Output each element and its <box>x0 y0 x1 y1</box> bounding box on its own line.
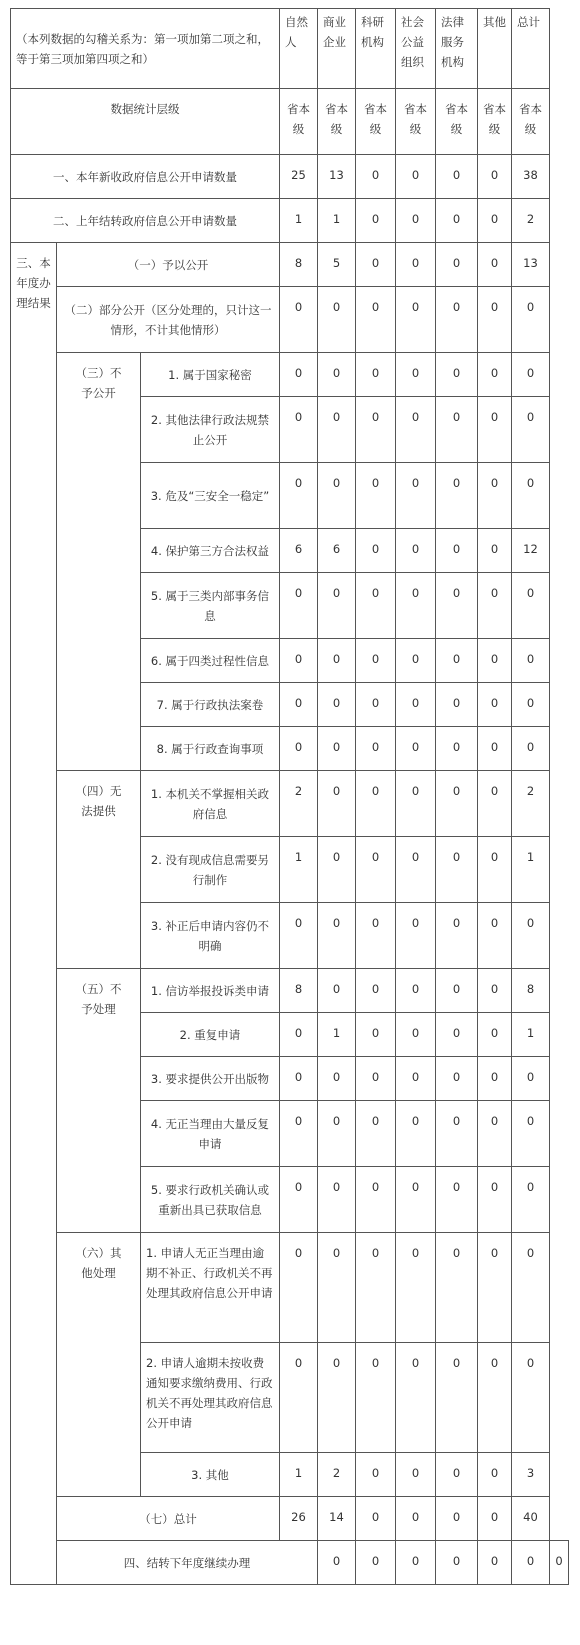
value-cell: 0 <box>396 1497 436 1541</box>
value-cell: 1 <box>280 1453 318 1497</box>
value-cell: 0 <box>478 199 512 243</box>
value-cell: 0 <box>356 639 396 683</box>
col-header: 自然人 <box>280 9 318 89</box>
row-label: 2. 重复申请 <box>141 1013 280 1057</box>
value-cell: 0 <box>478 771 512 837</box>
value-cell: 0 <box>318 1057 356 1101</box>
value-cell: 0 <box>512 727 550 771</box>
value-cell: 0 <box>396 1101 436 1167</box>
table-row <box>11 243 569 287</box>
table-row <box>11 1497 569 1541</box>
value-cell: 0 <box>436 1167 478 1233</box>
value-cell: 14 <box>318 1497 356 1541</box>
value-cell: 0 <box>436 529 478 573</box>
relation-note: （本列数据的勾稽关系为：第一项加第二项之和，等于第三项加第四项之和） <box>11 9 280 89</box>
table-row <box>11 771 569 837</box>
value-cell: 6 <box>280 529 318 573</box>
value-cell: 0 <box>396 1013 436 1057</box>
row-label: 一、本年新收政府信息公开申请数量 <box>11 155 280 199</box>
value-cell: 8 <box>280 243 318 287</box>
value-cell: 0 <box>478 969 512 1013</box>
group-label: （三）不予公开 <box>57 353 141 771</box>
value-cell: 0 <box>396 199 436 243</box>
table-row <box>11 155 569 199</box>
table-row <box>11 1233 569 1343</box>
value-cell: 25 <box>280 155 318 199</box>
value-cell: 0 <box>318 1233 356 1343</box>
value-cell: 0 <box>396 573 436 639</box>
row-label: 2. 申请人逾期未按收费通知要求缴纳费用、行政机关不再处理其政府信息公开申请 <box>141 1343 280 1453</box>
col-header: 科研机构 <box>356 9 396 89</box>
value-cell: 2 <box>318 1453 356 1497</box>
value-cell: 0 <box>436 463 478 529</box>
value-cell: 0 <box>478 903 512 969</box>
section-label: 三、本年度办理结果 <box>11 243 57 1585</box>
value-cell: 0 <box>356 1497 396 1541</box>
level-label: 数据统计层级 <box>11 89 280 155</box>
row-label: 二、上年结转政府信息公开申请数量 <box>11 199 280 243</box>
level-cell: 省本级 <box>436 89 478 155</box>
value-cell: 0 <box>478 683 512 727</box>
value-cell: 0 <box>280 1057 318 1101</box>
value-cell: 0 <box>478 573 512 639</box>
value-cell: 0 <box>356 771 396 837</box>
value-cell: 0 <box>436 1057 478 1101</box>
value-cell: 3 <box>512 1453 550 1497</box>
value-cell: 38 <box>512 155 550 199</box>
value-cell: 1 <box>280 837 318 903</box>
value-cell: 0 <box>356 683 396 727</box>
col-header: 法律服务机构 <box>436 9 478 89</box>
value-cell: 0 <box>318 463 356 529</box>
value-cell: 0 <box>436 1453 478 1497</box>
value-cell: 0 <box>396 639 436 683</box>
value-cell: 0 <box>396 155 436 199</box>
value-cell: 0 <box>436 573 478 639</box>
value-cell: 0 <box>396 771 436 837</box>
value-cell: 0 <box>356 1541 396 1585</box>
value-cell: 0 <box>356 837 396 903</box>
value-cell: 0 <box>280 573 318 639</box>
value-cell: 0 <box>478 287 512 353</box>
value-cell: 0 <box>280 1343 318 1453</box>
value-cell: 0 <box>512 1101 550 1167</box>
level-cell: 省本级 <box>478 89 512 155</box>
value-cell: 0 <box>512 903 550 969</box>
value-cell: 0 <box>318 639 356 683</box>
value-cell: 0 <box>396 1167 436 1233</box>
row-label: 4. 保护第三方合法权益 <box>141 529 280 573</box>
value-cell: 0 <box>396 529 436 573</box>
value-cell: 0 <box>396 903 436 969</box>
level-cell: 省本级 <box>318 89 356 155</box>
value-cell: 0 <box>436 243 478 287</box>
value-cell: 0 <box>318 903 356 969</box>
value-cell: 0 <box>478 1101 512 1167</box>
value-cell: 8 <box>512 969 550 1013</box>
value-cell: 0 <box>396 397 436 463</box>
col-header: 社会公益组织 <box>396 9 436 89</box>
value-cell: 1 <box>512 837 550 903</box>
value-cell: 0 <box>280 463 318 529</box>
value-cell: 0 <box>478 397 512 463</box>
value-cell: 6 <box>318 529 356 573</box>
col-header: 商业企业 <box>318 9 356 89</box>
value-cell: 0 <box>436 1101 478 1167</box>
value-cell: 0 <box>356 155 396 199</box>
value-cell: 0 <box>396 243 436 287</box>
row-label: 3. 其他 <box>141 1453 280 1497</box>
row-label: （二）部分公开（区分处理的，只计这一情形，不计其他情形） <box>57 287 280 353</box>
level-cell: 省本级 <box>396 89 436 155</box>
value-cell: 0 <box>478 1013 512 1057</box>
value-cell: 0 <box>396 1057 436 1101</box>
value-cell: 0 <box>478 1343 512 1453</box>
value-cell: 0 <box>512 683 550 727</box>
value-cell: 0 <box>478 243 512 287</box>
row-label: 7. 属于行政执法案卷 <box>141 683 280 727</box>
value-cell: 12 <box>512 529 550 573</box>
value-cell: 0 <box>356 1453 396 1497</box>
value-cell: 0 <box>436 639 478 683</box>
value-cell: 0 <box>436 969 478 1013</box>
col-header: 总计 <box>512 9 550 89</box>
value-cell: 0 <box>318 837 356 903</box>
value-cell: 0 <box>436 727 478 771</box>
value-cell: 0 <box>356 1013 396 1057</box>
level-row <box>11 89 569 155</box>
value-cell: 0 <box>356 727 396 771</box>
row-label: （七）总计 <box>57 1497 280 1541</box>
value-cell: 0 <box>356 287 396 353</box>
row-label: 3. 补正后申请内容仍不明确 <box>141 903 280 969</box>
value-cell: 0 <box>318 727 356 771</box>
value-cell: 0 <box>280 397 318 463</box>
value-cell: 0 <box>512 573 550 639</box>
level-cell: 省本级 <box>356 89 396 155</box>
value-cell: 0 <box>478 155 512 199</box>
value-cell: 0 <box>478 837 512 903</box>
value-cell: 0 <box>512 1167 550 1233</box>
value-cell: 13 <box>318 155 356 199</box>
table-row <box>11 199 569 243</box>
value-cell: 0 <box>436 771 478 837</box>
table-row <box>11 1541 569 1585</box>
group-label: （六）其他处理 <box>57 1233 141 1497</box>
value-cell: 0 <box>512 639 550 683</box>
value-cell: 0 <box>280 1167 318 1233</box>
row-label: 3. 危及“三安全一稳定” <box>141 463 280 529</box>
value-cell: 1 <box>512 1013 550 1057</box>
value-cell: 0 <box>478 463 512 529</box>
value-cell: 0 <box>478 1057 512 1101</box>
value-cell: 0 <box>356 969 396 1013</box>
value-cell: 0 <box>436 683 478 727</box>
value-cell: 0 <box>396 969 436 1013</box>
value-cell: 0 <box>356 397 396 463</box>
value-cell: 0 <box>318 1343 356 1453</box>
value-cell: 0 <box>280 1233 318 1343</box>
value-cell: 0 <box>436 287 478 353</box>
value-cell: 0 <box>396 287 436 353</box>
value-cell: 0 <box>280 683 318 727</box>
row-label: 5. 属于三类内部事务信息 <box>141 573 280 639</box>
value-cell: 0 <box>512 353 550 397</box>
value-cell: 0 <box>478 727 512 771</box>
value-cell: 0 <box>356 1343 396 1453</box>
value-cell: 0 <box>318 397 356 463</box>
value-cell: 0 <box>356 199 396 243</box>
value-cell: 0 <box>280 903 318 969</box>
value-cell: 0 <box>436 1343 478 1453</box>
value-cell: 0 <box>512 397 550 463</box>
col-header: 其他 <box>478 9 512 89</box>
value-cell: 0 <box>356 353 396 397</box>
value-cell: 2 <box>512 771 550 837</box>
value-cell: 0 <box>280 353 318 397</box>
value-cell: 40 <box>512 1497 550 1541</box>
value-cell: 1 <box>318 1013 356 1057</box>
value-cell: 0 <box>436 837 478 903</box>
value-cell: 0 <box>436 1541 478 1585</box>
value-cell: 0 <box>356 243 396 287</box>
value-cell: 0 <box>396 1233 436 1343</box>
value-cell: 0 <box>436 155 478 199</box>
value-cell: 0 <box>436 1233 478 1343</box>
value-cell: 0 <box>478 1497 512 1541</box>
value-cell: 0 <box>396 1541 436 1585</box>
value-cell: 0 <box>318 353 356 397</box>
value-cell: 0 <box>512 1057 550 1101</box>
row-label: 1. 本机关不掌握相关政府信息 <box>141 771 280 837</box>
row-label: 1. 信访举报投诉类申请 <box>141 969 280 1013</box>
group-label: （五）不予处理 <box>57 969 141 1233</box>
row-label: （一）予以公开 <box>57 243 280 287</box>
value-cell: 0 <box>356 529 396 573</box>
value-cell: 0 <box>280 1013 318 1057</box>
value-cell: 0 <box>356 903 396 969</box>
table-row <box>11 969 569 1013</box>
value-cell: 0 <box>280 639 318 683</box>
value-cell: 0 <box>512 1233 550 1343</box>
value-cell: 0 <box>318 1541 356 1585</box>
row-label: 2. 其他法律行政法规禁止公开 <box>141 397 280 463</box>
value-cell: 0 <box>512 1343 550 1453</box>
value-cell: 0 <box>318 1101 356 1167</box>
value-cell: 0 <box>436 397 478 463</box>
value-cell: 0 <box>512 287 550 353</box>
value-cell: 0 <box>356 463 396 529</box>
value-cell: 0 <box>318 969 356 1013</box>
value-cell: 0 <box>550 1541 569 1585</box>
value-cell: 0 <box>280 727 318 771</box>
value-cell: 0 <box>318 287 356 353</box>
row-label: 2. 没有现成信息需要另行制作 <box>141 837 280 903</box>
value-cell: 1 <box>280 199 318 243</box>
value-cell: 0 <box>396 463 436 529</box>
value-cell: 0 <box>318 771 356 837</box>
value-cell: 0 <box>478 1453 512 1497</box>
row-label: 3. 要求提供公开出版物 <box>141 1057 280 1101</box>
level-cell: 省本级 <box>512 89 550 155</box>
row-label: 4. 无正当理由大量反复申请 <box>141 1101 280 1167</box>
value-cell: 0 <box>512 1541 550 1585</box>
row-label: 5. 要求行政机关确认或重新出具已获取信息 <box>141 1167 280 1233</box>
value-cell: 0 <box>436 199 478 243</box>
header-row <box>11 9 569 89</box>
value-cell: 0 <box>318 1167 356 1233</box>
value-cell: 8 <box>280 969 318 1013</box>
level-cell: 省本级 <box>280 89 318 155</box>
value-cell: 0 <box>436 353 478 397</box>
value-cell: 2 <box>512 199 550 243</box>
value-cell: 13 <box>512 243 550 287</box>
value-cell: 0 <box>478 1233 512 1343</box>
value-cell: 0 <box>396 353 436 397</box>
statistics-table <box>10 8 569 1585</box>
value-cell: 0 <box>356 1101 396 1167</box>
row-label: 四、结转下年度继续办理 <box>57 1541 318 1585</box>
value-cell: 0 <box>356 1057 396 1101</box>
value-cell: 0 <box>356 1233 396 1343</box>
value-cell: 0 <box>478 529 512 573</box>
value-cell: 0 <box>280 287 318 353</box>
value-cell: 0 <box>478 1541 512 1585</box>
table-row <box>11 353 569 397</box>
group-label: （四）无法提供 <box>57 771 141 969</box>
value-cell: 0 <box>512 463 550 529</box>
value-cell: 0 <box>280 1101 318 1167</box>
value-cell: 0 <box>396 837 436 903</box>
value-cell: 0 <box>396 727 436 771</box>
value-cell: 0 <box>436 903 478 969</box>
value-cell: 0 <box>478 1167 512 1233</box>
table-row <box>11 287 569 353</box>
row-label: 6. 属于四类过程性信息 <box>141 639 280 683</box>
value-cell: 0 <box>436 1497 478 1541</box>
value-cell: 0 <box>478 353 512 397</box>
row-label: 8. 属于行政查询事项 <box>141 727 280 771</box>
value-cell: 2 <box>280 771 318 837</box>
value-cell: 0 <box>396 1453 436 1497</box>
value-cell: 5 <box>318 243 356 287</box>
value-cell: 0 <box>356 573 396 639</box>
value-cell: 0 <box>436 1013 478 1057</box>
row-label: 1. 申请人无正当理由逾期不补正、行政机关不再处理其政府信息公开申请 <box>141 1233 280 1343</box>
value-cell: 0 <box>318 683 356 727</box>
value-cell: 0 <box>396 683 436 727</box>
value-cell: 1 <box>318 199 356 243</box>
value-cell: 0 <box>318 573 356 639</box>
value-cell: 0 <box>356 1167 396 1233</box>
value-cell: 0 <box>396 1343 436 1453</box>
value-cell: 0 <box>478 639 512 683</box>
row-label: 1. 属于国家秘密 <box>141 353 280 397</box>
value-cell: 26 <box>280 1497 318 1541</box>
